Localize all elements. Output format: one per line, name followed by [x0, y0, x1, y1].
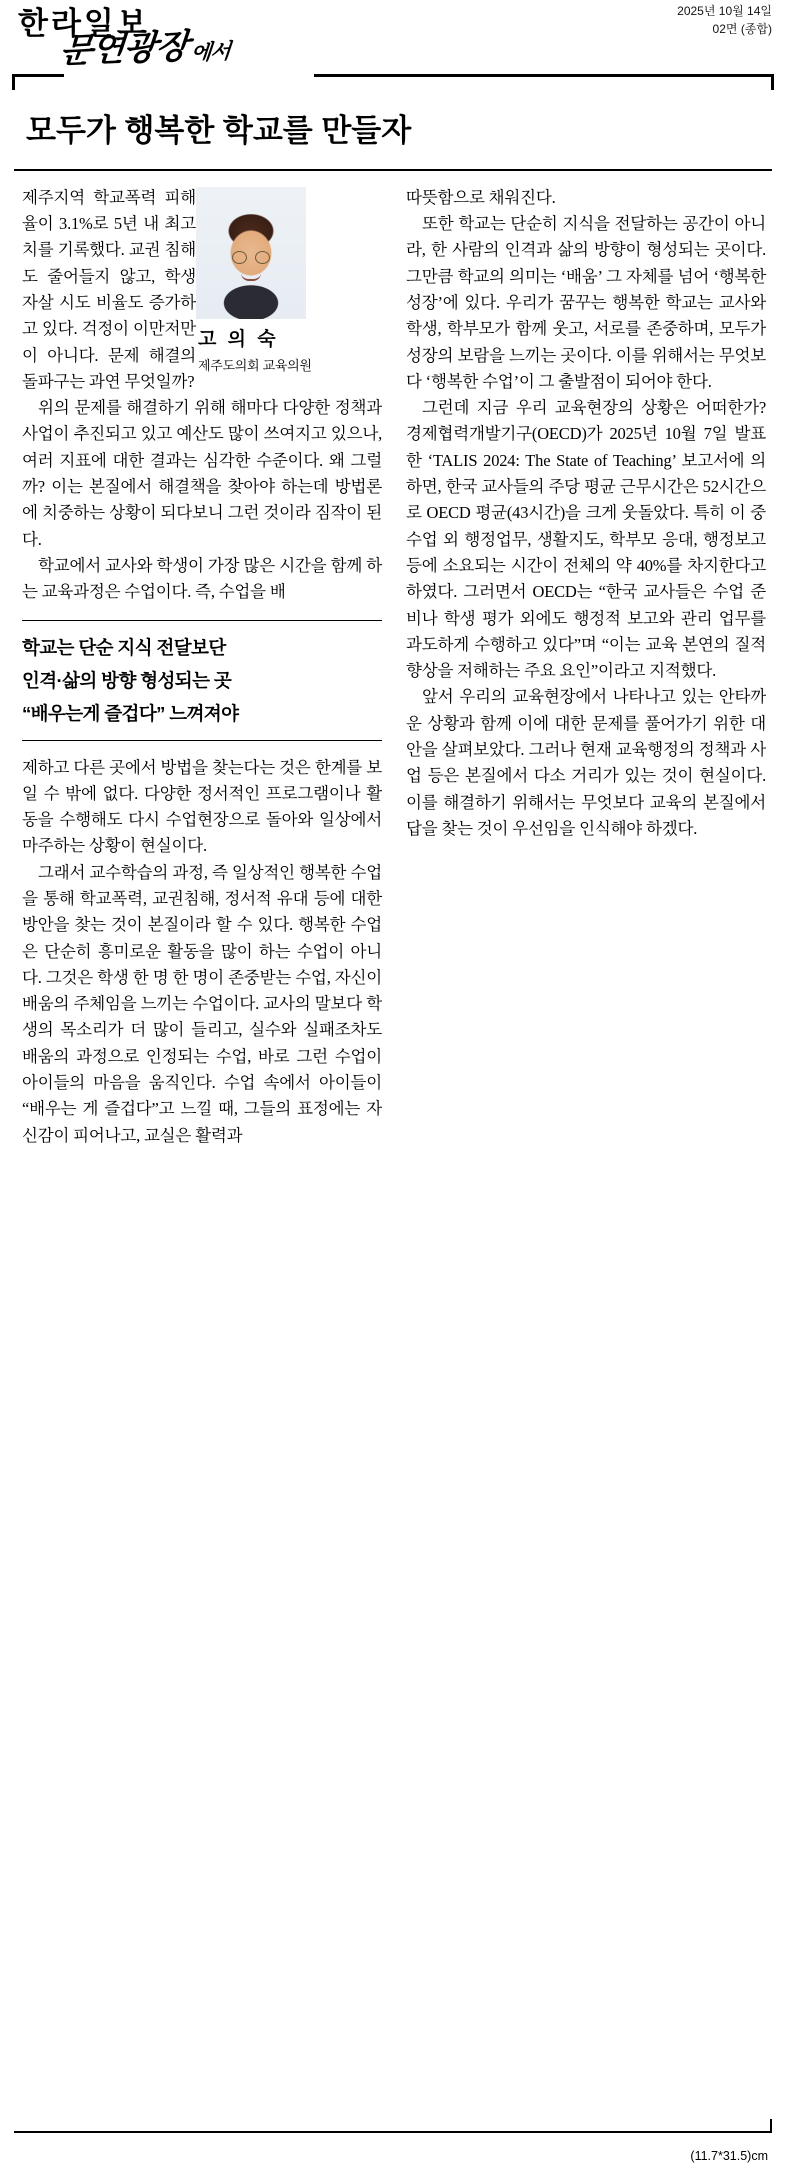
publication-date: 2025년 10월 14일	[677, 4, 772, 18]
page-number: 02면 (종합)	[712, 22, 772, 36]
paragraph: 그래서 교수학습의 과정, 즉 일상적인 행복한 수업을 통해 학교폭력, 교권침해, 정서적 유대 등에 대한 방안을 찾는 것이 본질이라 할 수 있다. 행복한 수업은 단순히 흥미로운 활동을 많이 하는 수업이 아니다. 그것은 학생 한 명 한 명이 존중받는 수업, 자신이 배움의 주체임을 느끼는 수업이다. 교사의 말보다 학생의 목소리가 더 많이 들리고, 실수와 실패조차도 배움의 과정으로 인정되는 수업, 바로 그런 수업이 아이들의 마음을 움직인다. 수업 속에서 아이들이 “배우는 게 즐겁다”고 느낄 때, 그들의 표정에는 자신감이 피어나고, 교실은 활력과	[22, 862, 382, 1145]
pull-quote-line: 인격·삶의 방향 형성되는 곳	[22, 669, 232, 691]
masthead	[0, 0, 786, 96]
size-note: (11.7*31.5)cm	[690, 2149, 768, 2163]
paragraph: 따뜻함으로 채워진다.	[406, 187, 556, 207]
masthead-rule-right	[314, 74, 774, 77]
byline	[196, 329, 382, 375]
column-right	[406, 185, 766, 842]
paragraph: 학교에서 교사와 학생이 가장 많은 시간을 함께 하는 교육과정은 수업이다. 즉, 수업을 배	[22, 555, 382, 602]
paragraph: 그런데 지금 우리 교육현장의 상황은 어떠한가? 경제협력개발기구(OECD)가 2025년 10월 7일 발표한 ‘TALIS 2024: The State of Teaching’ 보고서에 의하면, 한국 교사들의 주당 평균 근무시간은 52시간으로 OECD 평균(43시간)을 크게 웃돌았다. 특히 이 중 수업 외 행정업무, 생활지도, 학부모 응대, 행정보고 등에 소요되는 시간이 전체의 약 40%를 차지한다고 하였다. 그러면서 OECD는 “한국 교사들은 수업 준비나 학생 평가 외에도 행정적 보고와 관리 업무를 과도하게 수행하고 있다”며 “이는 교육 본연의 질적 향상을 저해하는 주요 요인”이라고 지적했다.	[406, 398, 766, 681]
pull-quote	[22, 620, 382, 741]
column-left	[22, 185, 382, 1149]
smile-icon	[241, 273, 261, 281]
article-body	[14, 171, 772, 2066]
author-photo	[196, 187, 306, 319]
author-photo-block	[196, 187, 382, 375]
page-title: 모두가 행복한 학교를 만들자	[26, 113, 412, 148]
paper-title: 한라일보	[18, 6, 150, 41]
author-name: 고 의 숙	[198, 328, 279, 350]
masthead-rule-left	[12, 74, 64, 77]
column-name: 문연광장	[58, 28, 190, 71]
author-role: 제주도의회 교육의원	[198, 357, 312, 373]
paragraph: 위의 문제를 해결하기 위해 해마다 다양한 정책과 사업이 추진되고 있고 예산도 많이 쓰여지고 있으나, 여러 지표에 대한 결과는 심각한 수준이다. 왜 그럴까? 이는 본질에서 해결책을 찾아야 하는데 방법론에 치중하는 상황이 되다보니 그런 것이라 짐작이 된다.	[22, 398, 382, 549]
paragraph: 앞서 우리의 교육현장에서 나타나고 있는 안타까운 상황과 함께 이에 대한 문제를 풀어가기 위한 대안을 살펴보았다. 그러나 현재 교육행정의 정책과 사업 등은 본질에서 다소 거리가 있는 것이 현실이다. 이를 해결하기 위해서는 무엇보다 교육의 본질에서 답을 찾는 것이 우선임을 인식해야 하겠다.	[406, 687, 766, 838]
paragraph: 제주지역 학교폭력 피해율이 3.1%로 5년 내 최고치를 기록했다. 교권 침해도 줄어들지 않고, 학생 자살 시도 비율도 증가하고 있다. 걱정이 이만저만이 아니다. 문제 해결의 돌파구는 과연 무엇일까?	[22, 187, 196, 391]
glasses-icon	[232, 251, 270, 262]
date-block	[677, 2, 772, 38]
paragraph: 제하고 다른 곳에서 방법을 찾는다는 것은 한계를 보일 수 밖에 없다. 다양한 정서적인 프로그램이나 활동을 수행해도 다시 수업현장으로 돌아와 일상에서 마주하는 상황이 현실이다.	[22, 757, 382, 856]
column-name-suffix: 에서	[190, 39, 232, 66]
column-logo	[58, 28, 232, 71]
footer-divider	[14, 2131, 772, 2133]
pull-quote-line: 학교는 단순 지식 전달보단	[22, 636, 226, 658]
paragraph: 또한 학교는 단순히 지식을 전달하는 공간이 아니라, 한 사람의 인격과 삶의 방향이 형성되는 곳이다. 그만큼 학교의 의미는 ‘배움’ 그 자체를 넘어 ‘행복한 성장’에 있다. 우리가 꿈꾸는 행복한 학교는 교사와 학생, 학부모가 함께 웃고, 서로를 존중하며, 모두가 성장의 보람을 느끼는 곳이다. 이를 위해서는 무엇보다 ‘행복한 수업’이 그 출발점이 되어야 한다.	[406, 214, 766, 391]
pull-quote-line: “배우는게 즐겁다” 느껴져야	[22, 702, 239, 724]
